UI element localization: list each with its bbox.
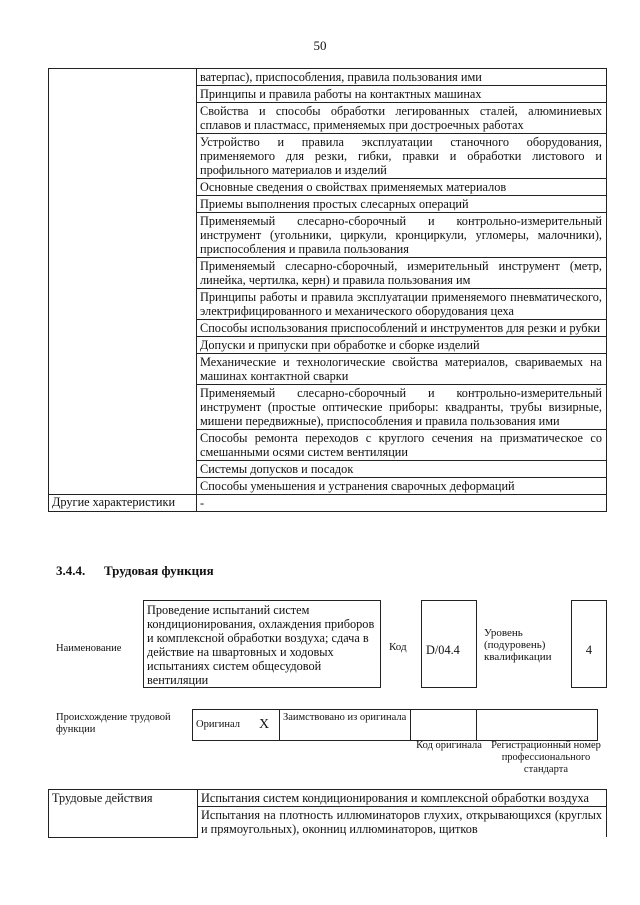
level-box: 4	[571, 600, 607, 688]
function-name-box: Проведение испытаний систем кондиционирования, охлаждения приборов и комплексной обработки воздуха; сдача в действие на швартовных и ходовых испытаниях систем общесудовой вентиляции	[143, 600, 381, 688]
knowledge-cell: ватерпас), приспособления, правила пользования ими	[197, 69, 607, 86]
knowledge-cell: Основные сведения о свойствах применяемых материалов	[197, 179, 607, 196]
knowledge-cell: Способы ремонта переходов с круглого сечения на призматическое со смешанными осями систем вентиляции	[197, 430, 607, 461]
reg-number-label: Регистрационный номер профессионального стандарта	[491, 740, 601, 775]
level-label: Уровень (подуровень) квалификации	[484, 627, 552, 663]
code-original-label: Код оригинала	[416, 740, 482, 751]
function-code-box: D/04.4	[421, 600, 477, 688]
action-cell: Испытания на плотность иллюминаторов глухих, открывающихся (круглых и прямоугольных), оконниц иллюминаторов, щитков	[198, 807, 607, 838]
knowledge-cell: Способы использования приспособлений и инструментов для резки и рубки	[197, 320, 607, 337]
page-number: 50	[313, 38, 327, 53]
knowledge-cell: Устройство и правила эксплуатации станочного оборудования, применяемого для резки, гибки, правки и обработки листового и профильного материалов и изделий	[197, 134, 607, 179]
knowledge-cell: Приемы выполнения простых слесарных операций	[197, 196, 607, 213]
table-row	[49, 69, 607, 86]
knowledge-cell: Допуски и припуски при обработке и сборке изделий	[197, 337, 607, 354]
section-title: Трудовая функция	[104, 563, 214, 578]
actions-table	[48, 789, 607, 838]
section-heading	[56, 563, 214, 579]
original-mark: X	[249, 710, 280, 741]
table-row	[49, 495, 607, 512]
actions-label: Трудовые действия	[49, 790, 198, 838]
knowledge-cell: Системы допусков и посадок	[197, 461, 607, 478]
name-label: Наименование	[56, 643, 122, 654]
original-label: Оригинал	[193, 710, 250, 741]
action-cell: Испытания систем кондиционирования и комплексной обработки воздуха	[198, 790, 607, 807]
origin-label: Происхождение трудовой функции	[56, 712, 171, 735]
knowledge-cell: Принципы работы и правила эксплуатации применяемого пневматического, электрифицированного и механического оборудования цеха	[197, 289, 607, 320]
knowledge-cell: Механические и технологические свойства материалов, свариваемых на машинах контактной сварки	[197, 354, 607, 385]
origin-table	[192, 709, 598, 741]
table-row	[49, 790, 607, 807]
empty-left-cell	[49, 69, 197, 495]
table-row	[193, 710, 598, 741]
other-characteristics-label: Другие характеристики	[49, 495, 197, 512]
knowledge-cell: Применяемый слесарно-сборочный и контрольно-измерительный инструмент (простые оптические приборы: квадранты, трубы визирные, мишени передвижные), приспособления и правила пользования ими	[197, 385, 607, 430]
knowledge-cell: Принципы и правила работы на контактных машинах	[197, 86, 607, 103]
code-label: Код	[389, 641, 407, 653]
other-characteristics-value: -	[197, 495, 607, 512]
knowledge-cell: Свойства и способы обработки легированных сталей, алюминиевых сплавов и пластмасс, применяемых при достроечных работах	[197, 103, 607, 134]
knowledge-cell: Способы уменьшения и устранения сварочных деформаций	[197, 478, 607, 495]
reg-number-cell	[477, 710, 598, 741]
knowledge-cell: Применяемый слесарно-сборочный, измерительный инструмент (метр, линейка, чертилка, керн) и правила пользования им	[197, 258, 607, 289]
knowledge-table	[48, 68, 607, 512]
code-original-cell	[411, 710, 477, 741]
knowledge-cell: Применяемый слесарно-сборочный и контрольно-измерительный инструмент (угольники, циркули, кронциркули, угломеры, малочники), приспособления и правила пользования	[197, 213, 607, 258]
borrowed-label: Заимствовано из оригинала	[280, 710, 411, 741]
section-number: 3.4.4.	[56, 563, 86, 578]
